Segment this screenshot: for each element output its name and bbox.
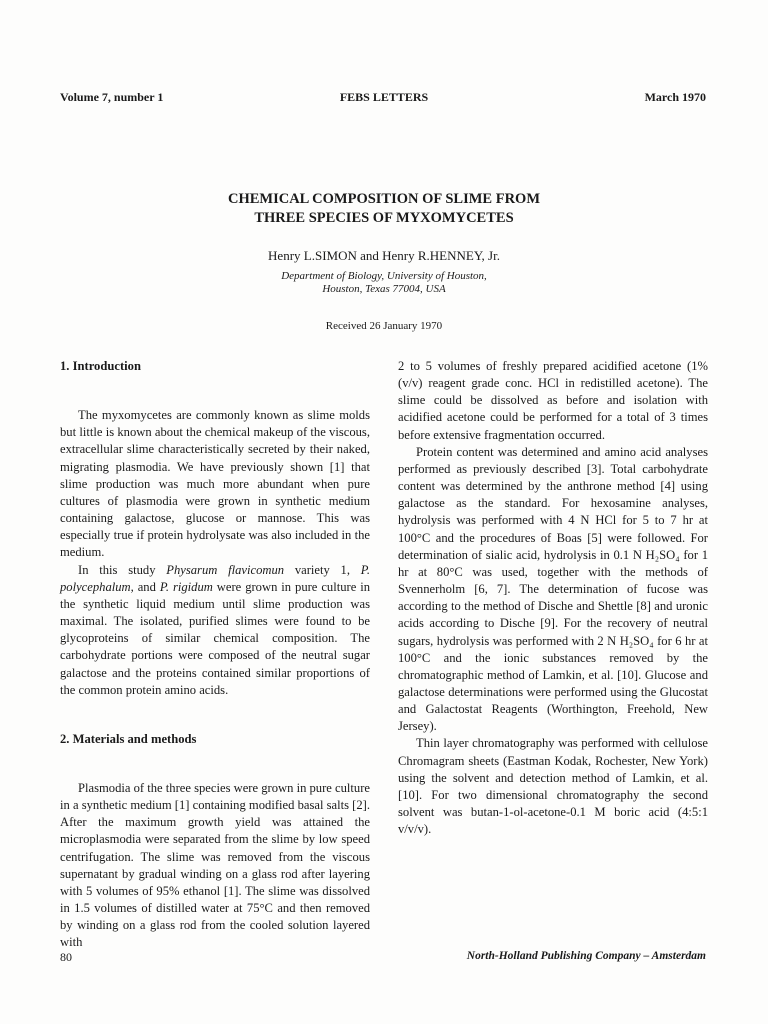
affiliation-line-1: Department of Biology, University of Houston,	[281, 270, 487, 282]
species-name-rigidum: P. rigidum	[159, 579, 213, 594]
publisher-imprint: North-Holland Publishing Company – Amsterdam	[466, 950, 706, 962]
intro-p2-text-b: variety 1,	[284, 562, 361, 577]
article-title	[60, 190, 708, 228]
volume-number: Volume 7, number 1	[60, 90, 164, 104]
title-line-2: THREE SPECIES OF MYXOMYCETES	[254, 210, 514, 226]
title-block	[60, 190, 708, 332]
journal-name: FEBS LETTERS	[339, 90, 429, 104]
page-footer	[60, 950, 708, 966]
intro-p2-text-c: and	[133, 579, 160, 594]
received-date: Received 26 January 1970	[325, 320, 443, 332]
species-name-flavicomun: Physarum flavicomun	[166, 562, 285, 577]
methods-paragraph-3: Thin layer chromatography was performed with cellulose Chromagram sheets (Eastman Kodak, Rochester, New York) using the solvent and detection method of Lamkin, et al. [10]. For two dimensional chromatography the second solvent was butan-1-ol-acetone-0.1 M boric acid (4:5:1 v/v/v).	[398, 736, 708, 837]
title-line-1: CHEMICAL COMPOSITION OF SLIME FROM	[227, 191, 541, 207]
running-head	[60, 90, 708, 106]
page-number: 80	[60, 950, 72, 964]
intro-p2-text-d: were grown in pure culture in the synthetic liquid medium until slime production was maximal. The isolated, purified slimes were found to be glycoproteins of similar chemical composition. The carbohydrate portions were composed of the neutral sugar galactose and the proteins contained similar proportions of the common protein amino acids.	[60, 579, 371, 697]
section-heading-methods: 2. Materials and methods	[60, 731, 197, 746]
intro-p2-text-a: In this study	[78, 562, 167, 577]
intro-paragraph-1: The myxomycetes are commonly known as slime molds but little is known about the chemical makeup of the viscous, extracellular slime characteristically secreted by their naked, migrating plasmodia. We have previously shown [1] that slime production was much more abundant when pure cultures of plasmodia were grown in synthetic medium containing galactose, glucose or mannose. This was especially true if protein hydrolysate was also included in the medium.	[60, 408, 370, 560]
intro-paragraph-2	[60, 562, 370, 699]
issue-date: March 1970	[644, 90, 706, 104]
methods-paragraph-2: Protein content was determined and amino acid analyses performed as previously described [3]. Total carbohydrate content was determined by the anthrone method [4] using galactose as the standard. For hexosamine analyses, hydrolysis was performed with 4 N HCl for 5 to 7 hr at 100°C and the procedures of Boas [5] were followed. For determination of sialic acid, hydrolysis in 0.1 N H₂SO₄ for 1 hr at 80°C was used, together with the methods of Svennerholm [6, 7]. The determination of fucose was according to the method of Dische and Shettle [8] and uronic acids according to Dische [9]. For the recovery of neutral sugars, hydrolysis was performed with 2 N H₂SO₄ for 6 hr at 100°C and the ionic substances removed by the chromatographic method of Lamkin, et al. [10]. Glucose and galactose determinations were performed using the Glucostat and Galactostat Reagents (Worthington, Freehold, New Jersey).	[398, 444, 708, 734]
right-column	[398, 358, 708, 838]
authors: Henry L.SIMON and Henry R.HENNEY, Jr.	[268, 248, 500, 263]
species-name-polycephalum: P. polycephalum,	[60, 562, 370, 594]
methods-paragraph-continued: 2 to 5 volumes of freshly prepared acidified acetone (1% (v/v) reagent grade conc. HCl in redistilled acetone). The slime could be dissolved as before and isolation with acidified acetone could be performed for a total of 3 times before extensive fragmentation occurred.	[398, 359, 708, 442]
affiliation	[60, 270, 708, 296]
affiliation-line-2: Houston, Texas 77004, USA	[322, 283, 446, 295]
methods-paragraph-1: Plasmodia of the three species were grown in pure culture in a synthetic medium [1] containing modified basal salts [2]. After the maximum growth yield was attained the microplasmodia were separated from the slime by low speed centrifugation. The slime was removed from the viscous supernatant by gradual winding on a glass rod after layering with 5 volumes of 95% ethanol [1]. The slime was dissolved in 1.5 volumes of distilled water at 75°C and then removed by winding on a glass rod from the cooled solution layered with	[60, 780, 371, 950]
left-column	[60, 358, 370, 952]
section-heading-introduction: 1. Introduction	[60, 359, 141, 373]
